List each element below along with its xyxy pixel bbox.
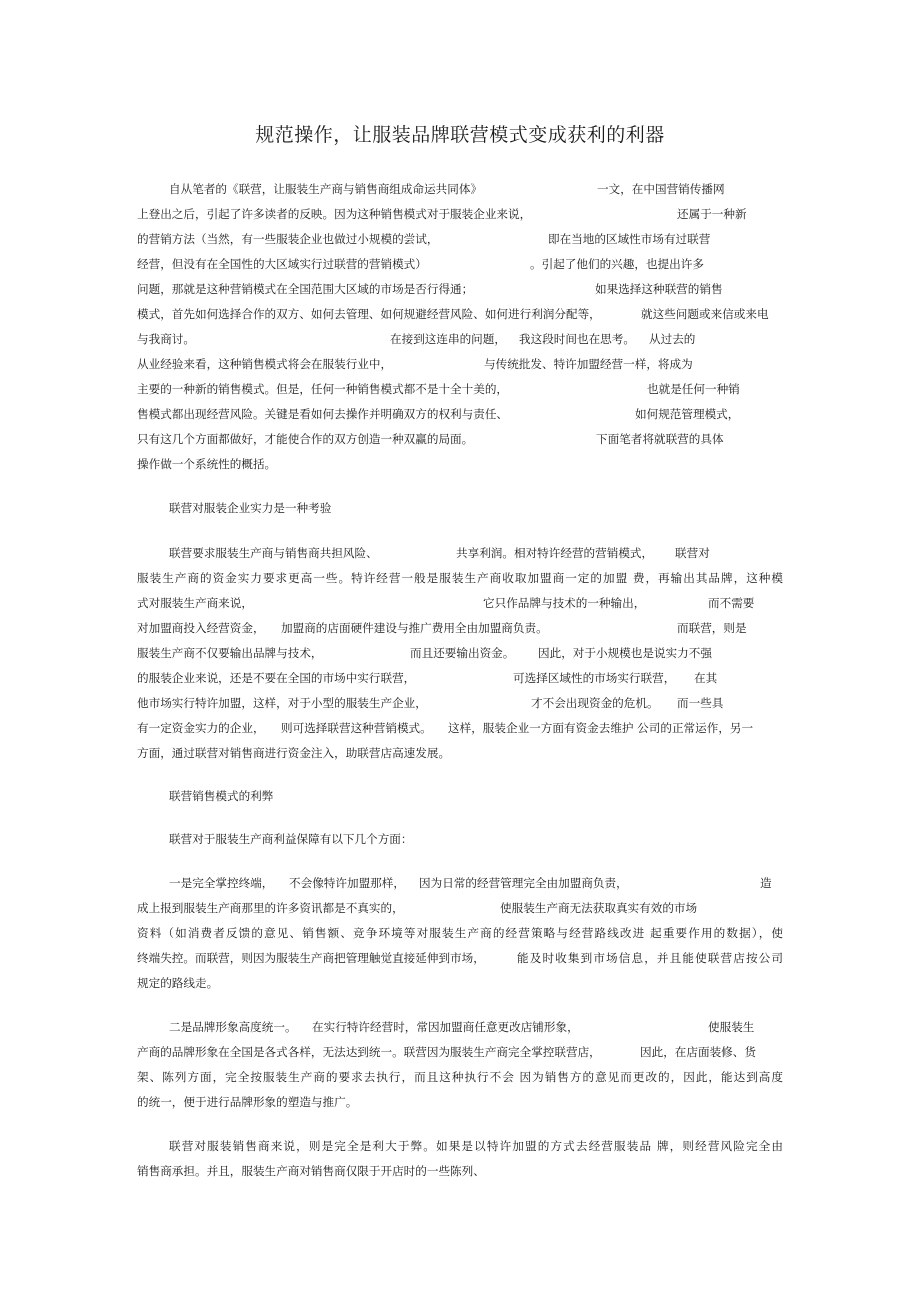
text-segment: 就这些问题或来信或来电 bbox=[641, 307, 769, 321]
text-line bbox=[137, 691, 783, 715]
text-segment: 还属于一种新 bbox=[677, 207, 747, 221]
text-segment: 在其 bbox=[694, 671, 718, 685]
text-segment: 而一些具 bbox=[677, 696, 724, 710]
text-segment: 的服装企业来说，还是不要在全国的市场中实行联营， bbox=[137, 671, 416, 685]
text-segment: 而不需要 bbox=[708, 596, 755, 610]
text-segment: 也就是任何一种销 bbox=[647, 382, 740, 396]
text-segment: 有一定资金实力的企业， bbox=[137, 721, 265, 735]
text-segment: 这样，服装企业一方面有资金去维护 公司的正常运作，另一 bbox=[448, 721, 754, 735]
text-line bbox=[137, 302, 783, 326]
text-segment: 我这段时间也在思考。 bbox=[519, 332, 635, 346]
text-segment: 成上报到服装生产商那里的许多资讯都是不真实的， bbox=[137, 901, 404, 915]
text-segment: 造 bbox=[760, 876, 772, 890]
text-line bbox=[137, 427, 783, 451]
text-line bbox=[137, 971, 783, 995]
text-line bbox=[137, 402, 783, 426]
text-line bbox=[137, 177, 783, 201]
text-segment: 服装生产商不仅要输出品牌与技术， bbox=[137, 646, 323, 660]
text-line bbox=[137, 591, 783, 615]
text-segment: 终端失控。而联营，则因为服装生产商把管理触觉直接延伸到市场， bbox=[137, 951, 485, 965]
text-line bbox=[137, 541, 783, 565]
text-line bbox=[137, 784, 783, 808]
text-segment: 从过去的 bbox=[649, 332, 696, 346]
text-line bbox=[137, 946, 783, 970]
text-segment: 可选择区域性的市场实行联营， bbox=[513, 671, 676, 685]
text-line bbox=[137, 666, 783, 690]
text-segment: 加盟商的店面硬件建设与推广费用全由加盟商负责。 bbox=[281, 621, 548, 635]
text-line bbox=[137, 716, 783, 740]
text-segment: 方面，通过联营对销售商进行资金注入，助联营店高速发展。 bbox=[137, 746, 451, 760]
text-segment: 能及时收集到市场信息，并且能使联营店按公司 bbox=[517, 951, 783, 965]
text-segment: 模式，首先如何选择合作的双方、如何去管理、如何规避经营风险、如何进行利润分配等， bbox=[137, 307, 601, 321]
text-line bbox=[137, 202, 783, 226]
text-segment: 则可选择联营这种营销模式。 bbox=[281, 721, 432, 735]
text-line bbox=[137, 277, 783, 301]
text-line bbox=[137, 1134, 783, 1158]
text-line bbox=[137, 452, 783, 476]
text-segment: 它只作品牌与技术的一种输出， bbox=[483, 596, 646, 610]
text-line bbox=[137, 827, 783, 851]
text-segment: 因此，对于小规模也是说实力不强 bbox=[538, 646, 712, 660]
text-line bbox=[137, 1065, 783, 1089]
text-line bbox=[137, 377, 783, 401]
text-segment: 不会像特许加盟那样， bbox=[289, 876, 405, 890]
text-segment: 而联营，则是 bbox=[677, 621, 747, 635]
text-segment: 他市场实行特许加盟，这样，对于小型的服装生产企业， bbox=[137, 696, 427, 710]
text-segment: 如果选择这种联营的销售 bbox=[595, 282, 723, 296]
text-line bbox=[137, 227, 783, 251]
text-line bbox=[137, 352, 783, 376]
text-segment: 而且还要输出资金。 bbox=[410, 646, 515, 660]
text-segment: 只有这几个方面都做好，才能使合作的双方创造一种双赢的局面。 bbox=[137, 432, 474, 446]
text-segment: 联营要求服装生产商与销售商共担风险、 bbox=[169, 546, 378, 560]
text-segment: 。引起了他们的兴趣，也提出许多 bbox=[530, 257, 704, 271]
text-line bbox=[137, 896, 783, 920]
text-segment: 联营对 bbox=[675, 546, 710, 560]
text-line bbox=[137, 1090, 783, 1114]
text-segment: 产商的品牌形象在全国是各式各样，无法达到统一。联营因为服装生产商完全掌控联营店， bbox=[137, 1045, 601, 1059]
text-segment: 如何规范管理模式， bbox=[635, 407, 740, 421]
text-segment: 规定的路线走。 bbox=[137, 976, 219, 990]
text-segment: 联营对服装销售商来说，则是完全是利大于弊。如果是以特许加盟的方式去经营服装品 牌，则经营风险完全由 bbox=[169, 1139, 783, 1153]
text-line bbox=[137, 741, 783, 765]
text-line bbox=[137, 1040, 783, 1064]
text-segment: 上登出之后，引起了许多读者的反映。因为这种销售模式对于服装企业来说， bbox=[137, 207, 532, 221]
text-segment: 与传统批发、特许加盟经营一样，将成为 bbox=[484, 357, 693, 371]
document-title: 规范操作，让服装品牌联营模式变成获利的利器 bbox=[255, 124, 665, 146]
text-segment: 一是完全掌控终端， bbox=[169, 876, 274, 890]
text-segment: 式对服装生产商来说， bbox=[137, 596, 253, 610]
text-segment: 资料（如消费者反馈的意见、销售额、竞争环境等对服装生产商的经营策略与经营路线改进 起重要作用的数据），使 bbox=[137, 926, 783, 940]
text-line bbox=[137, 496, 783, 520]
text-segment: 联营对于服装生产商利益保障有以下几个方面： bbox=[169, 832, 413, 846]
text-segment: 联营销售模式的利弊 bbox=[169, 789, 274, 803]
text-segment: 问题，那就是这种营销模式在全国范围大区域的市场是否行得通； bbox=[137, 282, 474, 296]
text-segment: 才不会出现资金的危机。 bbox=[531, 696, 659, 710]
text-segment: 主要的一种新的销售模式。但是，任何一种销售模式都不是十全十美的， bbox=[137, 382, 509, 396]
text-line bbox=[137, 1015, 783, 1039]
text-segment: 下面笔者将就联营的具体 bbox=[596, 432, 724, 446]
text-segment: 在实行特许经营时，常因加盟商任意更改店铺形象， bbox=[312, 1020, 579, 1034]
text-segment: 二是品牌形象高度统一。 bbox=[169, 1020, 297, 1034]
text-line bbox=[137, 641, 783, 665]
text-segment: 自从笔者的《联营，让服装生产商与销售商组成命运共同体》 bbox=[169, 182, 483, 196]
text-line bbox=[137, 871, 783, 895]
text-segment: 即在当地的区域性市场有过联营 bbox=[548, 232, 711, 246]
text-segment: 使服装生 bbox=[708, 1020, 755, 1034]
text-segment: 经营，但没有在全国性的大区域实行过联营的营销模式） bbox=[137, 257, 427, 271]
text-segment: 从业经验来看，这种销售模式将会在服装行业中， bbox=[137, 357, 393, 371]
text-segment: 售模式都出现经营风险。关键是看如何去操作并明确双方的权利与责任、 bbox=[137, 407, 509, 421]
text-segment: 共享利润。相对特许经营的营销模式， bbox=[456, 546, 654, 560]
text-segment: 的统一，便于进行品牌形象的塑造与推广。 bbox=[137, 1095, 358, 1109]
text-segment: 架、陈列方面，完全按服装生产商的要求去执行，而且这种执行不会 因为销售方的意见而更改的，因此，能达到高度 bbox=[137, 1070, 783, 1084]
text-segment: 销售商承担。并且，服装生产商对销售商仅限于开店时的一些陈列、 bbox=[137, 1164, 485, 1178]
text-line bbox=[137, 921, 783, 945]
text-segment: 操作做一个系统性的概括。 bbox=[137, 457, 277, 471]
text-line bbox=[137, 1159, 783, 1183]
text-line bbox=[137, 616, 783, 640]
text-line bbox=[137, 566, 783, 590]
text-segment: 联营对服装企业实力是一种考验 bbox=[169, 501, 332, 515]
text-segment: 对加盟商投入经营资金， bbox=[137, 621, 265, 635]
text-segment: 在接到这连串的问题， bbox=[390, 332, 506, 346]
text-segment: 一文，在中国营销传播网 bbox=[597, 182, 725, 196]
text-segment: 的营销方法（当然，有一些服装企业也做过小规模的尝试， bbox=[137, 232, 439, 246]
text-segment: 因为日常的经营管理完全由加盟商负责， bbox=[419, 876, 628, 890]
text-line bbox=[137, 252, 783, 276]
text-segment: 与我商讨。 bbox=[137, 332, 195, 346]
text-segment: 因此，在店面装修、货 bbox=[640, 1045, 756, 1059]
text-segment: 使服装生产商无法获取真实有效的市场 bbox=[500, 901, 698, 915]
text-segment: 服装生产商的资金实力要求更高一些。特许经营一般是服装生产商收取加盟商一定的加盟 费，再输出其品牌，这种模 bbox=[137, 571, 783, 585]
text-line bbox=[137, 327, 783, 351]
